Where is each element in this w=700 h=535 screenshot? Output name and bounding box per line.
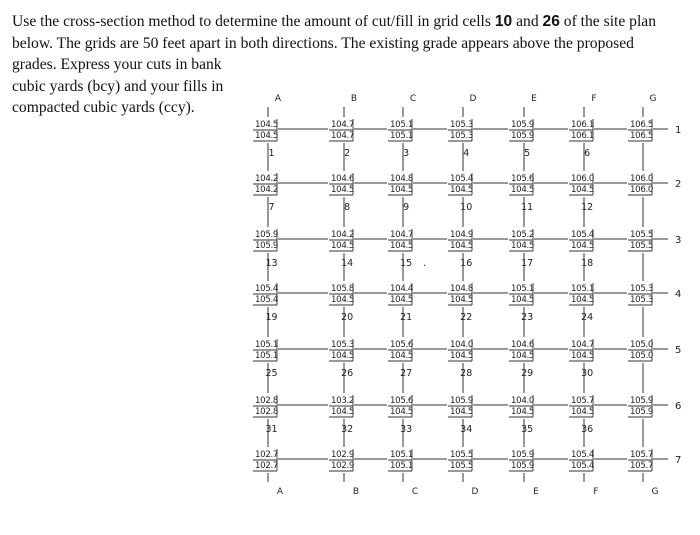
cell-number-4: 4 <box>463 148 470 159</box>
column-label-bottom: A <box>276 487 284 497</box>
proposed-grade-value: 105.9 <box>511 131 535 141</box>
cell-number-27: 27 <box>400 368 413 379</box>
proposed-grade-value: 104.7 <box>331 131 355 141</box>
grid-points <box>252 117 653 473</box>
proposed-grade-value: 104.5 <box>331 351 355 361</box>
column-label-top: B <box>350 94 358 104</box>
existing-grade-value: 105.1 <box>390 450 414 460</box>
existing-grade-value: 105.4 <box>571 230 595 240</box>
cell-number-33: 33 <box>400 424 413 435</box>
cell-number-15: 15 <box>400 258 413 269</box>
cell-number-6: 6 <box>584 148 591 159</box>
existing-grade-value: 103.2 <box>331 396 355 406</box>
cell-number-14: 14 <box>341 258 354 269</box>
proposed-grade-value: 102.7 <box>255 461 279 471</box>
existing-grade-value: 104.2 <box>255 174 279 184</box>
existing-grade-value: 105.0 <box>630 340 654 350</box>
column-label-top: C <box>409 94 417 104</box>
proposed-grade-value: 105.3 <box>630 295 654 305</box>
proposed-grade-value: 105.4 <box>255 295 279 305</box>
proposed-grade-value: 104.5 <box>511 407 535 417</box>
existing-grade-value: 104.2 <box>331 230 355 240</box>
cell-number-5: 5 <box>524 148 531 159</box>
proposed-grade-value: 104.5 <box>571 241 595 251</box>
proposed-grade-value: 104.5 <box>450 351 474 361</box>
cell-number-17: 17 <box>521 258 534 269</box>
row-label-right: 5 <box>675 345 682 356</box>
problem-line-4: cubic yards (bcy) and your fills in <box>12 77 224 95</box>
proposed-grade-value: 105.0 <box>630 351 654 361</box>
existing-grade-value: 105.9 <box>255 230 279 240</box>
proposed-grade-value: 104.5 <box>511 351 535 361</box>
column-label-top: G <box>649 94 657 104</box>
column-label-bottom: F <box>593 487 599 497</box>
proposed-grade-value: 106.1 <box>571 131 595 141</box>
column-label-top: E <box>531 94 537 104</box>
existing-grade-value: 105.7 <box>630 450 654 460</box>
cell-number-8: 8 <box>344 202 351 213</box>
column-label-bottom: B <box>352 487 360 497</box>
proposed-grade-value: 104.5 <box>511 185 535 195</box>
proposed-grade-value: 102.9 <box>331 461 355 471</box>
cell-number-36: 36 <box>581 424 594 435</box>
proposed-grade-value: 104.5 <box>571 295 595 305</box>
existing-grade-value: 105.4 <box>571 450 595 460</box>
cell-number-28: 28 <box>460 368 473 379</box>
row-label-right: 7 <box>675 455 682 466</box>
cell-number-11: 11 <box>521 202 534 213</box>
existing-grade-value: 102.8 <box>255 396 279 406</box>
existing-grade-value: 105.4 <box>255 284 279 294</box>
existing-grade-value: 106.5 <box>630 120 654 130</box>
existing-grade-value: 104.9 <box>450 230 474 240</box>
proposed-grade-value: 102.8 <box>255 407 279 417</box>
proposed-grade-value: 104.5 <box>390 185 414 195</box>
proposed-grade-value: 104.5 <box>571 185 595 195</box>
existing-grade-value: 105.9 <box>450 396 474 406</box>
cell-number-18: 18 <box>581 258 594 269</box>
existing-grade-value: 104.0 <box>450 340 474 350</box>
problem-text: and <box>512 13 543 30</box>
row-label-right: 3 <box>675 235 682 246</box>
problem-line-5: compacted cubic yards (ccy). <box>12 99 195 116</box>
cell-number-19: 19 <box>265 312 278 323</box>
cell-number-10: 10 <box>460 202 473 213</box>
cell-number-25: 25 <box>265 368 278 379</box>
existing-grade-value: 105.4 <box>450 174 474 184</box>
existing-grade-value: 105.9 <box>630 396 654 406</box>
cell-number-34: 34 <box>460 424 473 435</box>
existing-grade-value: 105.6 <box>511 174 535 184</box>
row-label-right: 4 <box>675 289 682 300</box>
existing-grade-value: 105.3 <box>450 120 474 130</box>
proposed-grade-value: 106.0 <box>630 185 654 195</box>
existing-grade-value: 105.3 <box>630 284 654 294</box>
proposed-grade-value: 104.5 <box>390 351 414 361</box>
existing-grade-value: 105.1 <box>571 284 595 294</box>
existing-grade-value: 104.8 <box>450 284 474 294</box>
existing-grade-value: 105.9 <box>511 450 535 460</box>
proposed-grade-value: 104.5 <box>390 295 414 305</box>
column-label-bottom: C <box>411 487 419 497</box>
proposed-grade-value: 104.5 <box>450 241 474 251</box>
proposed-grade-value: 105.9 <box>630 407 654 417</box>
proposed-grade-value: 104.5 <box>511 295 535 305</box>
proposed-grade-value: 105.7 <box>630 461 654 471</box>
existing-grade-value: 106.0 <box>630 174 654 184</box>
proposed-grade-value: 105.4 <box>571 461 595 471</box>
proposed-grade-value: 104.5 <box>450 295 474 305</box>
cell-number-35: 35 <box>521 424 534 435</box>
row-label-right: 1 <box>675 125 682 136</box>
cell-number-31: 31 <box>265 424 278 435</box>
cell-ref-10: 10 <box>494 13 513 30</box>
existing-grade-value: 105.1 <box>390 120 414 130</box>
proposed-grade-value: 105.1 <box>390 461 414 471</box>
existing-grade-value: 104.7 <box>390 230 414 240</box>
proposed-grade-value: 105.1 <box>255 351 279 361</box>
column-label-top: D <box>469 94 477 104</box>
cell-number-9: 9 <box>403 202 410 213</box>
existing-grade-value: 104.7 <box>331 120 355 130</box>
cell-ref-26: 26 <box>542 13 560 30</box>
cell-number-30: 30 <box>581 368 594 379</box>
existing-grade-value: 105.5 <box>630 230 654 240</box>
cell-number-26: 26 <box>341 368 354 379</box>
stray-mark: . <box>423 258 427 269</box>
proposed-grade-value: 104.5 <box>571 407 595 417</box>
proposed-grade-value: 105.5 <box>630 241 654 251</box>
cell-number-16: 16 <box>460 258 473 269</box>
cell-number-21: 21 <box>400 312 413 323</box>
existing-grade-value: 105.2 <box>511 230 535 240</box>
proposed-grade-value: 104.5 <box>331 295 355 305</box>
cell-number-2: 2 <box>344 148 351 159</box>
proposed-grade-value: 105.1 <box>390 131 414 141</box>
cell-number-12: 12 <box>581 202 594 213</box>
existing-grade-value: 105.6 <box>390 396 414 406</box>
column-label-bottom: G <box>651 487 659 497</box>
existing-grade-value: 106.0 <box>571 174 595 184</box>
existing-grade-value: 105.8 <box>331 284 355 294</box>
proposed-grade-value: 104.5 <box>571 351 595 361</box>
cell-number-3: 3 <box>403 148 410 159</box>
cell-number-7: 7 <box>268 202 275 213</box>
existing-grade-value: 104.8 <box>390 174 414 184</box>
row-label-right: 2 <box>675 179 682 190</box>
column-label-bottom: E <box>533 487 539 497</box>
proposed-grade-value: 104.5 <box>450 185 474 195</box>
cell-number-13: 13 <box>265 258 278 269</box>
existing-grade-value: 105.5 <box>450 450 474 460</box>
proposed-grade-value: 104.2 <box>255 185 279 195</box>
cell-number-20: 20 <box>341 312 354 323</box>
existing-grade-value: 105.6 <box>390 340 414 350</box>
existing-grade-value: 104.4 <box>390 284 414 294</box>
existing-grade-value: 104.6 <box>331 174 355 184</box>
column-label-top: A <box>274 94 282 104</box>
problem-line-2: below. The grids are 50 feet apart in both directions. The existing grade appears above the proposed <box>12 34 634 52</box>
proposed-grade-value: 104.5 <box>331 241 355 251</box>
existing-grade-value: 105.1 <box>511 284 535 294</box>
existing-grade-value: 105.3 <box>331 340 355 350</box>
cell-number-32: 32 <box>341 424 354 435</box>
proposed-grade-value: 104.5 <box>255 131 279 141</box>
existing-grade-value: 106.1 <box>571 120 595 130</box>
proposed-grade-value: 104.5 <box>390 407 414 417</box>
problem-line-3: grades. Express your cuts in bank <box>12 56 222 73</box>
proposed-grade-value: 104.5 <box>450 407 474 417</box>
proposed-grade-value: 104.5 <box>390 241 414 251</box>
proposed-grade-value: 104.5 <box>511 241 535 251</box>
row-label-right: 6 <box>675 401 682 412</box>
cell-number-24: 24 <box>581 312 594 323</box>
proposed-grade-value: 104.5 <box>331 185 355 195</box>
cell-number-22: 22 <box>460 312 473 323</box>
existing-grade-value: 102.7 <box>255 450 279 460</box>
column-label-bottom: D <box>471 487 479 497</box>
problem-text: of the site plan <box>559 13 657 30</box>
proposed-grade-value: 104.5 <box>331 407 355 417</box>
column-label-top: F <box>591 94 597 104</box>
proposed-grade-value: 106.5 <box>630 131 654 141</box>
existing-grade-value: 104.7 <box>571 340 595 350</box>
problem-text: Use the cross-section method to determine the amount of cut/fill in grid cells <box>12 13 495 30</box>
cell-number-1: 1 <box>268 148 275 159</box>
cell-number-29: 29 <box>521 368 534 379</box>
existing-grade-value: 102.9 <box>331 450 355 460</box>
cell-numbers <box>265 148 593 435</box>
proposed-grade-value: 105.9 <box>255 241 279 251</box>
proposed-grade-value: 105.3 <box>450 131 474 141</box>
cell-number-23: 23 <box>521 312 534 323</box>
existing-grade-value: 104.6 <box>511 340 535 350</box>
proposed-grade-value: 105.9 <box>511 461 535 471</box>
existing-grade-value: 104.0 <box>511 396 535 406</box>
proposed-grade-value: 105.5 <box>450 461 474 471</box>
existing-grade-value: 105.7 <box>571 396 595 406</box>
existing-grade-value: 104.5 <box>255 120 279 130</box>
existing-grade-value: 105.1 <box>255 340 279 350</box>
existing-grade-value: 105.9 <box>511 120 535 130</box>
